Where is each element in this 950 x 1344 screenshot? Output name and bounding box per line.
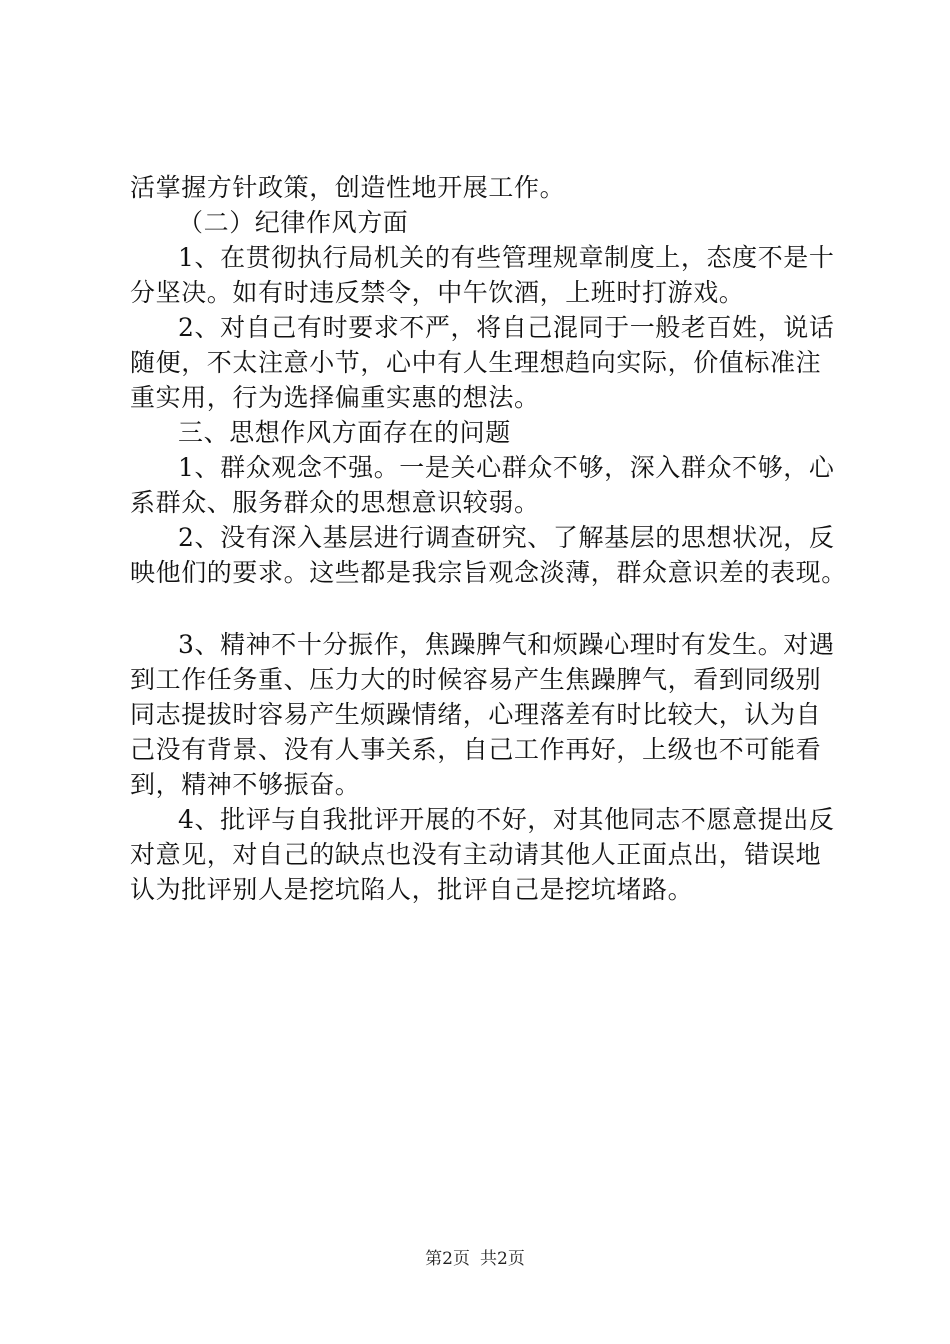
paragraph-line: 同志提拔时容易产生烦躁情绪，心理落差有时比较大，认为自 (130, 700, 822, 729)
document-body (130, 170, 850, 907)
page-footer (0, 1244, 950, 1269)
paragraph-line: 映他们的要求。这些都是我宗旨观念淡薄，群众意识差的表现。 (130, 558, 847, 587)
paragraph-line: 活掌握方针政策，创造性地开展工作。 (130, 173, 566, 202)
paragraph-line: 分坚决。如有时违反禁令，中午饮酒，上班时打游戏。 (130, 278, 745, 307)
page-number-total: 共2页 (480, 1249, 525, 1269)
paragraph-line: 到工作任务重、压力大的时候容易产生焦躁脾气，看到同级别 (130, 665, 822, 694)
paragraph-line: 2、没有深入基层进行调查研究、了解基层的思想状况，反 (178, 523, 835, 552)
paragraph-line: 随便，不太注意小节，心中有人生理想趋向实际，价值标准注 (130, 348, 822, 377)
blank-line (130, 590, 850, 627)
section-heading: （二）纪律作风方面 (178, 208, 409, 237)
paragraph-line: 认为批评别人是挖坑陷人，批评自己是挖坑堵路。 (130, 875, 694, 904)
paragraph-line: 2、对自己有时要求不严，将自己混同于一般老百姓，说话 (178, 313, 835, 342)
paragraph-line: 己没有背景、没有人事关系，自己工作再好，上级也不可能看 (130, 735, 822, 764)
paragraph-line: 到，精神不够振奋。 (130, 770, 361, 799)
paragraph-line: 1、在贯彻执行局机关的有些管理规章制度上，态度不是十 (178, 243, 835, 272)
paragraph-line: 重实用，行为选择偏重实惠的想法。 (130, 383, 540, 412)
page-number-current: 第2页 (425, 1249, 470, 1269)
paragraph-line: 4、批评与自我批评开展的不好，对其他同志不愿意提出反 (178, 805, 835, 834)
paragraph-line: 系群众、服务群众的思想意识较弱。 (130, 488, 540, 517)
paragraph-line: 3、精神不十分振作，焦躁脾气和烦躁心理时有发生。对遇 (178, 630, 835, 659)
paragraph-line: 1、群众观念不强。一是关心群众不够，深入群众不够，心 (178, 453, 835, 482)
section-heading: 三、思想作风方面存在的问题 (178, 418, 511, 447)
paragraph-line: 对意见，对自己的缺点也没有主动请其他人正面点出，错误地 (130, 840, 822, 869)
